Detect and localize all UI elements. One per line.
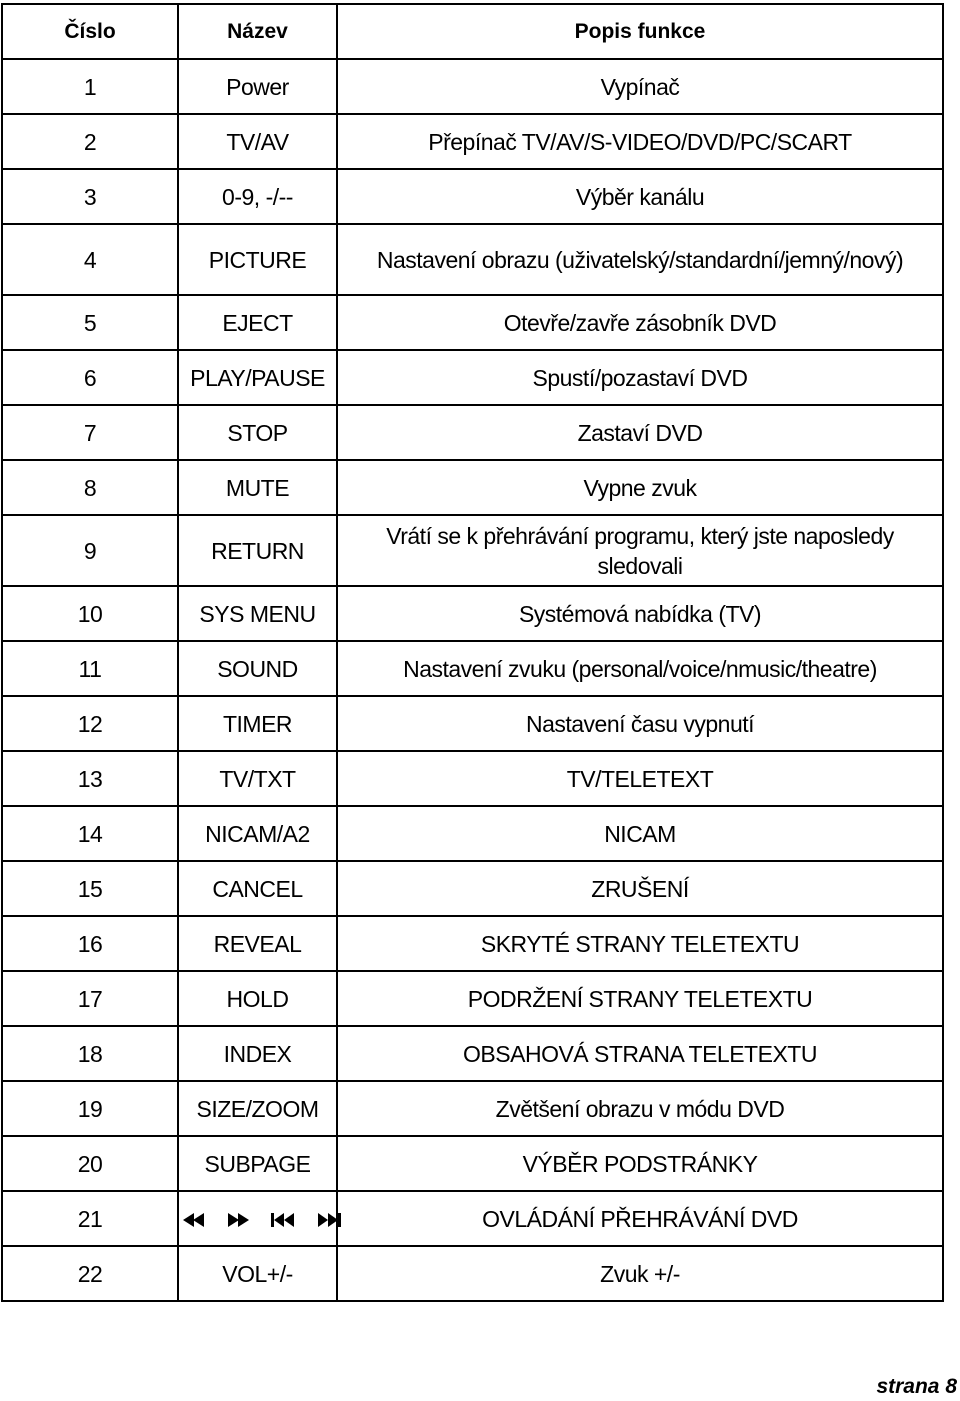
row-number: 11 bbox=[2, 641, 178, 696]
row-number: 15 bbox=[2, 861, 178, 916]
table-row bbox=[2, 1191, 943, 1246]
row-number: 2 bbox=[2, 114, 178, 169]
table-row bbox=[2, 350, 943, 405]
table-row bbox=[2, 295, 943, 350]
row-name: HOLD bbox=[178, 971, 337, 1026]
table-row bbox=[2, 971, 943, 1026]
row-name: CANCEL bbox=[178, 861, 337, 916]
table-row bbox=[2, 806, 943, 861]
header-number: Číslo bbox=[2, 4, 178, 59]
row-number: 3 bbox=[2, 169, 178, 224]
header-name: Název bbox=[178, 4, 337, 59]
header-row bbox=[2, 4, 943, 59]
row-description: Systémová nabídka (TV) bbox=[337, 586, 943, 641]
row-name: PICTURE bbox=[178, 224, 337, 295]
row-number: 9 bbox=[2, 515, 178, 586]
playback-icons bbox=[183, 1213, 341, 1227]
row-number: 17 bbox=[2, 971, 178, 1026]
row-number: 7 bbox=[2, 405, 178, 460]
row-description: Spustí/pozastaví DVD bbox=[337, 350, 943, 405]
row-name: TIMER bbox=[178, 696, 337, 751]
table-row bbox=[2, 460, 943, 515]
row-description: Vypínač bbox=[337, 59, 943, 114]
row-name: RETURN bbox=[178, 515, 337, 586]
function-table bbox=[1, 3, 944, 1302]
row-name-icons bbox=[178, 1191, 337, 1246]
table-row bbox=[2, 1136, 943, 1191]
row-name: NICAM/A2 bbox=[178, 806, 337, 861]
row-name: PLAY/PAUSE bbox=[178, 350, 337, 405]
skip-next-icon bbox=[317, 1213, 341, 1227]
row-name: STOP bbox=[178, 405, 337, 460]
row-description: Výběr kanálu bbox=[337, 169, 943, 224]
row-description: SKRYTÉ STRANY TELETEXTU bbox=[337, 916, 943, 971]
table-row bbox=[2, 405, 943, 460]
row-description: ZRUŠENÍ bbox=[337, 861, 943, 916]
row-number: 8 bbox=[2, 460, 178, 515]
skip-previous-icon bbox=[271, 1213, 295, 1227]
table-row bbox=[2, 59, 943, 114]
row-name: INDEX bbox=[178, 1026, 337, 1081]
row-description: VÝBĚR PODSTRÁNKY bbox=[337, 1136, 943, 1191]
header-description: Popis funkce bbox=[337, 4, 943, 59]
table-row bbox=[2, 586, 943, 641]
row-number: 22 bbox=[2, 1246, 178, 1301]
row-number: 12 bbox=[2, 696, 178, 751]
table-row bbox=[2, 751, 943, 806]
row-name: SYS MENU bbox=[178, 586, 337, 641]
row-number: 6 bbox=[2, 350, 178, 405]
row-number: 16 bbox=[2, 916, 178, 971]
row-name: SOUND bbox=[178, 641, 337, 696]
row-number: 20 bbox=[2, 1136, 178, 1191]
table-row bbox=[2, 515, 943, 586]
table-row bbox=[2, 1081, 943, 1136]
row-name: SIZE/ZOOM bbox=[178, 1081, 337, 1136]
table-row bbox=[2, 224, 943, 295]
row-description: Vrátí se k přehrávání programu, který jste naposledy sledovali bbox=[337, 515, 943, 586]
row-name: VOL+/- bbox=[178, 1246, 337, 1301]
row-number: 21 bbox=[2, 1191, 178, 1246]
row-description: OVLÁDÁNÍ PŘEHRÁVÁNÍ DVD bbox=[337, 1191, 943, 1246]
row-name: REVEAL bbox=[178, 916, 337, 971]
rewind-icon bbox=[183, 1213, 205, 1227]
row-number: 13 bbox=[2, 751, 178, 806]
page-number: strana 8 bbox=[876, 1375, 957, 1398]
row-description: Přepínač TV/AV/S-VIDEO/DVD/PC/SCART bbox=[337, 114, 943, 169]
row-number: 10 bbox=[2, 586, 178, 641]
row-description: Zastaví DVD bbox=[337, 405, 943, 460]
table-row bbox=[2, 641, 943, 696]
row-number: 19 bbox=[2, 1081, 178, 1136]
table-row bbox=[2, 1026, 943, 1081]
row-description: Otevře/zavře zásobník DVD bbox=[337, 295, 943, 350]
table-row bbox=[2, 916, 943, 971]
row-description: Zvuk +/- bbox=[337, 1246, 943, 1301]
row-description: OBSAHOVÁ STRANA TELETEXTU bbox=[337, 1026, 943, 1081]
table-row bbox=[2, 114, 943, 169]
table-row bbox=[2, 696, 943, 751]
table-row bbox=[2, 169, 943, 224]
row-number: 1 bbox=[2, 59, 178, 114]
row-description: Nastavení času vypnutí bbox=[337, 696, 943, 751]
row-name: SUBPAGE bbox=[178, 1136, 337, 1191]
table-row bbox=[2, 1246, 943, 1301]
row-description: Nastavení zvuku (personal/voice/nmusic/theatre) bbox=[337, 641, 943, 696]
table-row bbox=[2, 861, 943, 916]
row-description: NICAM bbox=[337, 806, 943, 861]
row-number: 5 bbox=[2, 295, 178, 350]
fast-forward-icon bbox=[227, 1213, 249, 1227]
row-description: Nastavení obrazu (uživatelský/standardní/jemný/nový) bbox=[337, 224, 943, 295]
row-name: TV/AV bbox=[178, 114, 337, 169]
row-name: MUTE bbox=[178, 460, 337, 515]
row-name: TV/TXT bbox=[178, 751, 337, 806]
row-description: PODRŽENÍ STRANY TELETEXTU bbox=[337, 971, 943, 1026]
row-name: Power bbox=[178, 59, 337, 114]
row-description: Vypne zvuk bbox=[337, 460, 943, 515]
row-number: 18 bbox=[2, 1026, 178, 1081]
row-number: 14 bbox=[2, 806, 178, 861]
row-description: Zvětšení obrazu v módu DVD bbox=[337, 1081, 943, 1136]
row-description: TV/TELETEXT bbox=[337, 751, 943, 806]
row-number: 4 bbox=[2, 224, 178, 295]
row-name: EJECT bbox=[178, 295, 337, 350]
row-name: 0-9, -/-- bbox=[178, 169, 337, 224]
